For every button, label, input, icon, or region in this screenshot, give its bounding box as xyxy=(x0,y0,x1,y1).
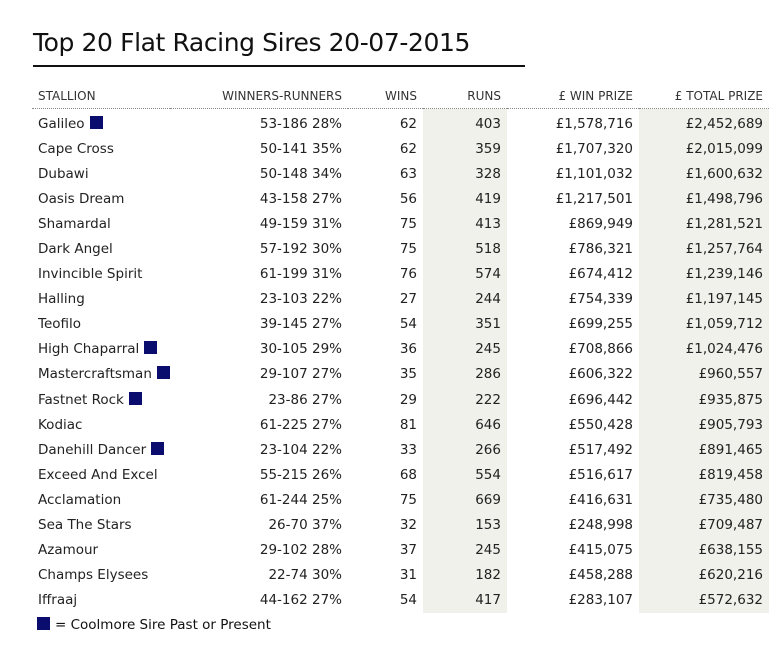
cell-winners-runners-text: 61-225 27% xyxy=(259,416,342,433)
cell-winners-runners-text: 39-145 27% xyxy=(259,316,342,333)
cell-runs-text: 351 xyxy=(475,316,501,333)
cell-runs-text: 574 xyxy=(475,266,501,283)
cell-runs-text: 245 xyxy=(475,542,501,559)
cell-total-prize xyxy=(639,487,769,512)
cell-win-prize xyxy=(507,337,639,362)
cell-stallion xyxy=(32,262,170,287)
cell-total-prize-text: £891,465 xyxy=(698,441,763,458)
cell-winners-runners-text: 50-148 34% xyxy=(259,165,342,182)
cell-winners-runners xyxy=(170,387,348,412)
cell-winners-runners xyxy=(170,287,348,312)
cell-runs xyxy=(423,337,507,362)
cell-winners-runners-text: 50-141 35% xyxy=(259,140,342,157)
cell-win-prize-text: £248,998 xyxy=(568,517,633,534)
cell-wins xyxy=(348,109,423,137)
coolmore-marker-icon xyxy=(151,442,164,455)
sires-table xyxy=(32,84,769,613)
cell-stallion-text: Teofilo xyxy=(38,316,82,333)
cell-total-prize-text: £960,557 xyxy=(698,366,763,383)
cell-stallion xyxy=(32,337,170,362)
header-winners-runners: WINNERS-RUNNERS xyxy=(170,84,348,109)
cell-win-prize-text: £1,707,320 xyxy=(555,140,633,157)
cell-win-prize xyxy=(507,236,639,261)
cell-win-prize-text: £696,442 xyxy=(568,391,633,408)
cell-total-prize-text: £1,197,145 xyxy=(685,291,763,308)
cell-total-prize-text: £572,632 xyxy=(698,592,763,609)
cell-wins xyxy=(348,487,423,512)
cell-total-prize-text: £2,452,689 xyxy=(685,115,763,132)
cell-wins xyxy=(348,387,423,412)
cell-runs xyxy=(423,437,507,462)
cell-wins xyxy=(348,538,423,563)
table-row xyxy=(32,211,769,236)
coolmore-marker-icon xyxy=(129,392,142,405)
cell-wins-text: 62 xyxy=(399,140,417,157)
cell-runs xyxy=(423,588,507,613)
header-total-prize: £ TOTAL PRIZE xyxy=(639,84,769,109)
cell-total-prize-text: £1,281,521 xyxy=(685,215,763,232)
table-row xyxy=(32,287,769,312)
cell-total-prize xyxy=(639,337,769,362)
cell-win-prize xyxy=(507,412,639,437)
cell-total-prize xyxy=(639,362,769,387)
cell-stallion xyxy=(32,412,170,437)
cell-wins-text: 75 xyxy=(399,215,417,232)
cell-stallion xyxy=(32,563,170,588)
table-row xyxy=(32,563,769,588)
cell-stallion-text: Oasis Dream xyxy=(38,190,125,207)
cell-win-prize-text: £699,255 xyxy=(568,316,633,333)
cell-stallion-text: Invincible Spirit xyxy=(38,266,143,283)
cell-total-prize xyxy=(639,563,769,588)
cell-win-prize-text: £1,217,501 xyxy=(555,190,633,207)
cell-winners-runners-text: 23-86 27% xyxy=(268,391,342,408)
cell-stallion-text: Fastnet Rock xyxy=(38,391,124,408)
table-row xyxy=(32,186,769,211)
cell-stallion-text: Champs Elysees xyxy=(38,567,149,584)
cell-runs xyxy=(423,387,507,412)
cell-wins xyxy=(348,437,423,462)
title-underline xyxy=(33,65,525,67)
cell-stallion xyxy=(32,387,170,412)
cell-runs xyxy=(423,362,507,387)
cell-wins-text: 75 xyxy=(399,241,417,258)
cell-winners-runners xyxy=(170,186,348,211)
cell-wins-text: 75 xyxy=(399,491,417,508)
cell-win-prize-text: £1,578,716 xyxy=(555,115,633,132)
cell-stallion-text: Mastercraftsman xyxy=(38,366,152,383)
cell-wins xyxy=(348,211,423,236)
page-title: Top 20 Flat Racing Sires 20-07-2015 xyxy=(33,28,470,57)
cell-wins xyxy=(348,513,423,538)
cell-stallion xyxy=(32,312,170,337)
cell-winners-runners-text: 44-162 27% xyxy=(259,592,342,609)
cell-total-prize xyxy=(639,437,769,462)
cell-total-prize xyxy=(639,462,769,487)
cell-stallion xyxy=(32,161,170,186)
table-row xyxy=(32,136,769,161)
cell-winners-runners xyxy=(170,462,348,487)
cell-wins-text: 33 xyxy=(399,441,417,458)
cell-runs xyxy=(423,462,507,487)
table-body xyxy=(32,109,769,613)
cell-stallion xyxy=(32,538,170,563)
cell-win-prize-text: £516,617 xyxy=(568,466,633,483)
cell-runs-text: 413 xyxy=(475,215,501,232)
cell-win-prize xyxy=(507,136,639,161)
cell-wins xyxy=(348,362,423,387)
cell-wins xyxy=(348,462,423,487)
cell-total-prize xyxy=(639,588,769,613)
cell-stallion xyxy=(32,462,170,487)
cell-win-prize xyxy=(507,161,639,186)
cell-runs xyxy=(423,136,507,161)
cell-winners-runners-text: 29-102 28% xyxy=(259,542,342,559)
cell-total-prize xyxy=(639,287,769,312)
cell-winners-runners xyxy=(170,312,348,337)
cell-winners-runners-text: 43-158 27% xyxy=(259,190,342,207)
header-wins: WINS xyxy=(348,84,423,109)
table-row xyxy=(32,462,769,487)
cell-win-prize-text: £754,339 xyxy=(568,291,633,308)
cell-runs xyxy=(423,538,507,563)
cell-stallion-text: Sea The Stars xyxy=(38,517,132,534)
cell-wins-text: 56 xyxy=(399,190,417,207)
cell-stallion-text: Dark Angel xyxy=(38,241,113,258)
cell-total-prize-text: £709,487 xyxy=(698,517,763,534)
cell-winners-runners-text: 55-215 26% xyxy=(259,466,342,483)
cell-wins xyxy=(348,412,423,437)
cell-total-prize-text: £638,155 xyxy=(698,542,763,559)
cell-win-prize-text: £458,288 xyxy=(568,567,633,584)
cell-win-prize xyxy=(507,588,639,613)
cell-win-prize-text: £283,107 xyxy=(568,592,633,609)
cell-stallion-text: Halling xyxy=(38,291,85,308)
cell-wins xyxy=(348,262,423,287)
cell-winners-runners xyxy=(170,211,348,236)
cell-wins-text: 32 xyxy=(399,517,417,534)
cell-runs xyxy=(423,513,507,538)
cell-runs xyxy=(423,109,507,137)
cell-winners-runners xyxy=(170,161,348,186)
cell-stallion-text: Danehill Dancer xyxy=(38,441,147,458)
table-row xyxy=(32,538,769,563)
cell-win-prize xyxy=(507,287,639,312)
cell-win-prize xyxy=(507,262,639,287)
cell-wins xyxy=(348,136,423,161)
cell-wins xyxy=(348,312,423,337)
cell-stallion xyxy=(32,109,170,137)
cell-wins-text: 31 xyxy=(399,567,417,584)
cell-wins-text: 62 xyxy=(399,115,417,132)
cell-stallion xyxy=(32,287,170,312)
cell-stallion-text: Acclamation xyxy=(38,491,122,508)
cell-runs xyxy=(423,287,507,312)
cell-win-prize xyxy=(507,462,639,487)
cell-wins xyxy=(348,287,423,312)
cell-win-prize xyxy=(507,211,639,236)
cell-runs-text: 286 xyxy=(475,366,501,383)
cell-winners-runners-text: 61-244 25% xyxy=(259,491,342,508)
cell-winners-runners xyxy=(170,236,348,261)
cell-stallion xyxy=(32,487,170,512)
cell-winners-runners-text: 26-70 37% xyxy=(268,517,342,534)
table-row xyxy=(32,588,769,613)
cell-runs xyxy=(423,186,507,211)
coolmore-marker-icon xyxy=(37,617,50,630)
cell-wins xyxy=(348,186,423,211)
cell-winners-runners xyxy=(170,487,348,512)
cell-wins-text: 81 xyxy=(399,416,417,433)
table-row xyxy=(32,337,769,362)
cell-stallion-text: Cape Cross xyxy=(38,140,114,157)
cell-win-prize xyxy=(507,563,639,588)
table-row xyxy=(32,487,769,512)
cell-total-prize-text: £1,239,146 xyxy=(685,266,763,283)
cell-win-prize-text: £708,866 xyxy=(568,341,633,358)
cell-stallion-text: Dubawi xyxy=(38,165,89,182)
cell-winners-runners-text: 23-104 22% xyxy=(259,441,342,458)
cell-wins xyxy=(348,161,423,186)
cell-stallion xyxy=(32,211,170,236)
legend xyxy=(37,617,271,633)
cell-runs-text: 359 xyxy=(475,140,501,157)
cell-wins-text: 36 xyxy=(399,341,417,358)
cell-stallion-text: Galileo xyxy=(38,115,85,132)
cell-stallion-text: High Chaparral xyxy=(38,341,140,358)
cell-total-prize-text: £735,480 xyxy=(698,491,763,508)
cell-win-prize-text: £416,631 xyxy=(568,491,633,508)
table-row xyxy=(32,437,769,462)
cell-total-prize xyxy=(639,312,769,337)
cell-total-prize-text: £1,257,764 xyxy=(685,241,763,258)
cell-runs xyxy=(423,312,507,337)
cell-wins xyxy=(348,337,423,362)
cell-winners-runners xyxy=(170,109,348,137)
cell-stallion-text: Kodiac xyxy=(38,416,83,433)
cell-winners-runners xyxy=(170,513,348,538)
cell-runs xyxy=(423,211,507,236)
cell-total-prize xyxy=(639,186,769,211)
cell-wins-text: 63 xyxy=(399,165,417,182)
cell-win-prize xyxy=(507,387,639,412)
cell-winners-runners xyxy=(170,362,348,387)
table-row xyxy=(32,236,769,261)
cell-winners-runners-text: 57-192 30% xyxy=(259,241,342,258)
cell-runs-text: 518 xyxy=(475,241,501,258)
cell-stallion xyxy=(32,236,170,261)
cell-wins-text: 37 xyxy=(399,542,417,559)
cell-winners-runners xyxy=(170,563,348,588)
cell-win-prize-text: £415,075 xyxy=(568,542,633,559)
cell-wins-text: 54 xyxy=(399,592,417,609)
cell-runs-text: 403 xyxy=(475,115,501,132)
cell-runs-text: 182 xyxy=(475,567,501,584)
cell-wins-text: 29 xyxy=(399,391,417,408)
cell-stallion xyxy=(32,186,170,211)
cell-winners-runners-text: 22-74 30% xyxy=(268,567,342,584)
cell-total-prize xyxy=(639,161,769,186)
cell-wins-text: 35 xyxy=(399,366,417,383)
cell-winners-runners-text: 49-159 31% xyxy=(259,215,342,232)
cell-total-prize-text: £905,793 xyxy=(698,416,763,433)
cell-win-prize xyxy=(507,186,639,211)
table-row xyxy=(32,387,769,412)
table-row xyxy=(32,312,769,337)
cell-stallion-text: Exceed And Excel xyxy=(38,466,158,483)
cell-stallion xyxy=(32,362,170,387)
cell-runs xyxy=(423,412,507,437)
cell-stallion-text: Shamardal xyxy=(38,215,111,232)
coolmore-marker-icon xyxy=(157,366,170,379)
cell-winners-runners xyxy=(170,437,348,462)
cell-win-prize-text: £550,428 xyxy=(568,416,633,433)
cell-win-prize-text: £517,492 xyxy=(568,441,633,458)
cell-win-prize-text: £869,949 xyxy=(568,215,633,232)
cell-total-prize xyxy=(639,236,769,261)
cell-runs-text: 328 xyxy=(475,165,501,182)
cell-total-prize-text: £819,458 xyxy=(698,466,763,483)
cell-runs-text: 245 xyxy=(475,341,501,358)
cell-winners-runners xyxy=(170,412,348,437)
cell-runs-text: 222 xyxy=(475,391,501,408)
cell-winners-runners xyxy=(170,538,348,563)
coolmore-marker-icon xyxy=(144,341,157,354)
cell-win-prize-text: £1,101,032 xyxy=(555,165,633,182)
cell-total-prize-text: £1,024,476 xyxy=(685,341,763,358)
cell-total-prize-text: £1,498,796 xyxy=(685,190,763,207)
cell-win-prize xyxy=(507,513,639,538)
cell-stallion-text: Azamour xyxy=(38,542,99,559)
table-row xyxy=(32,412,769,437)
table-row xyxy=(32,262,769,287)
cell-runs xyxy=(423,161,507,186)
cell-wins xyxy=(348,236,423,261)
cell-total-prize xyxy=(639,412,769,437)
cell-wins-text: 76 xyxy=(399,266,417,283)
cell-winners-runners xyxy=(170,136,348,161)
cell-total-prize xyxy=(639,109,769,137)
cell-total-prize-text: £1,600,632 xyxy=(685,165,763,182)
cell-win-prize-text: £606,322 xyxy=(568,366,633,383)
cell-runs-text: 266 xyxy=(475,441,501,458)
cell-win-prize xyxy=(507,487,639,512)
table-row xyxy=(32,161,769,186)
cell-wins-text: 54 xyxy=(399,316,417,333)
cell-win-prize-text: £674,412 xyxy=(568,266,633,283)
cell-runs-text: 669 xyxy=(475,491,501,508)
header-runs: RUNS xyxy=(423,84,507,109)
cell-winners-runners xyxy=(170,262,348,287)
cell-total-prize-text: £935,875 xyxy=(698,391,763,408)
cell-runs xyxy=(423,487,507,512)
cell-total-prize-text: £1,059,712 xyxy=(685,316,763,333)
cell-stallion xyxy=(32,136,170,161)
header-stallion: STALLION xyxy=(32,84,170,109)
cell-wins xyxy=(348,588,423,613)
cell-total-prize-text: £2,015,099 xyxy=(685,140,763,157)
cell-winners-runners-text: 30-105 29% xyxy=(259,341,342,358)
cell-stallion xyxy=(32,513,170,538)
cell-total-prize-text: £620,216 xyxy=(698,567,763,584)
cell-total-prize xyxy=(639,387,769,412)
cell-total-prize xyxy=(639,262,769,287)
cell-total-prize xyxy=(639,211,769,236)
cell-winners-runners-text: 29-107 27% xyxy=(259,366,342,383)
cell-runs xyxy=(423,563,507,588)
table-header-row xyxy=(32,84,769,109)
cell-stallion xyxy=(32,437,170,462)
cell-winners-runners xyxy=(170,588,348,613)
cell-wins-text: 68 xyxy=(399,466,417,483)
cell-wins-text: 27 xyxy=(399,291,417,308)
cell-runs-text: 419 xyxy=(475,190,501,207)
cell-win-prize-text: £786,321 xyxy=(568,241,633,258)
cell-winners-runners xyxy=(170,337,348,362)
cell-runs-text: 153 xyxy=(475,517,501,534)
legend-text: = Coolmore Sire Past or Present xyxy=(55,617,271,633)
table-row xyxy=(32,362,769,387)
header-win-prize: £ WIN PRIZE xyxy=(507,84,639,109)
cell-winners-runners-text: 53-186 28% xyxy=(259,115,342,132)
cell-total-prize xyxy=(639,136,769,161)
cell-runs xyxy=(423,262,507,287)
cell-win-prize xyxy=(507,538,639,563)
cell-win-prize xyxy=(507,312,639,337)
cell-win-prize xyxy=(507,362,639,387)
cell-stallion-text: Iffraaj xyxy=(38,592,78,609)
coolmore-marker-icon xyxy=(90,116,103,129)
cell-stallion xyxy=(32,588,170,613)
cell-win-prize xyxy=(507,109,639,137)
cell-runs-text: 646 xyxy=(475,416,501,433)
cell-wins xyxy=(348,563,423,588)
cell-runs-text: 244 xyxy=(475,291,501,308)
cell-runs xyxy=(423,236,507,261)
cell-winners-runners-text: 61-199 31% xyxy=(259,266,342,283)
cell-runs-text: 554 xyxy=(475,466,501,483)
cell-runs-text: 417 xyxy=(475,592,501,609)
cell-win-prize xyxy=(507,437,639,462)
cell-winners-runners-text: 23-103 22% xyxy=(259,291,342,308)
table-row xyxy=(32,513,769,538)
table-row xyxy=(32,109,769,137)
cell-total-prize xyxy=(639,513,769,538)
cell-total-prize xyxy=(639,538,769,563)
